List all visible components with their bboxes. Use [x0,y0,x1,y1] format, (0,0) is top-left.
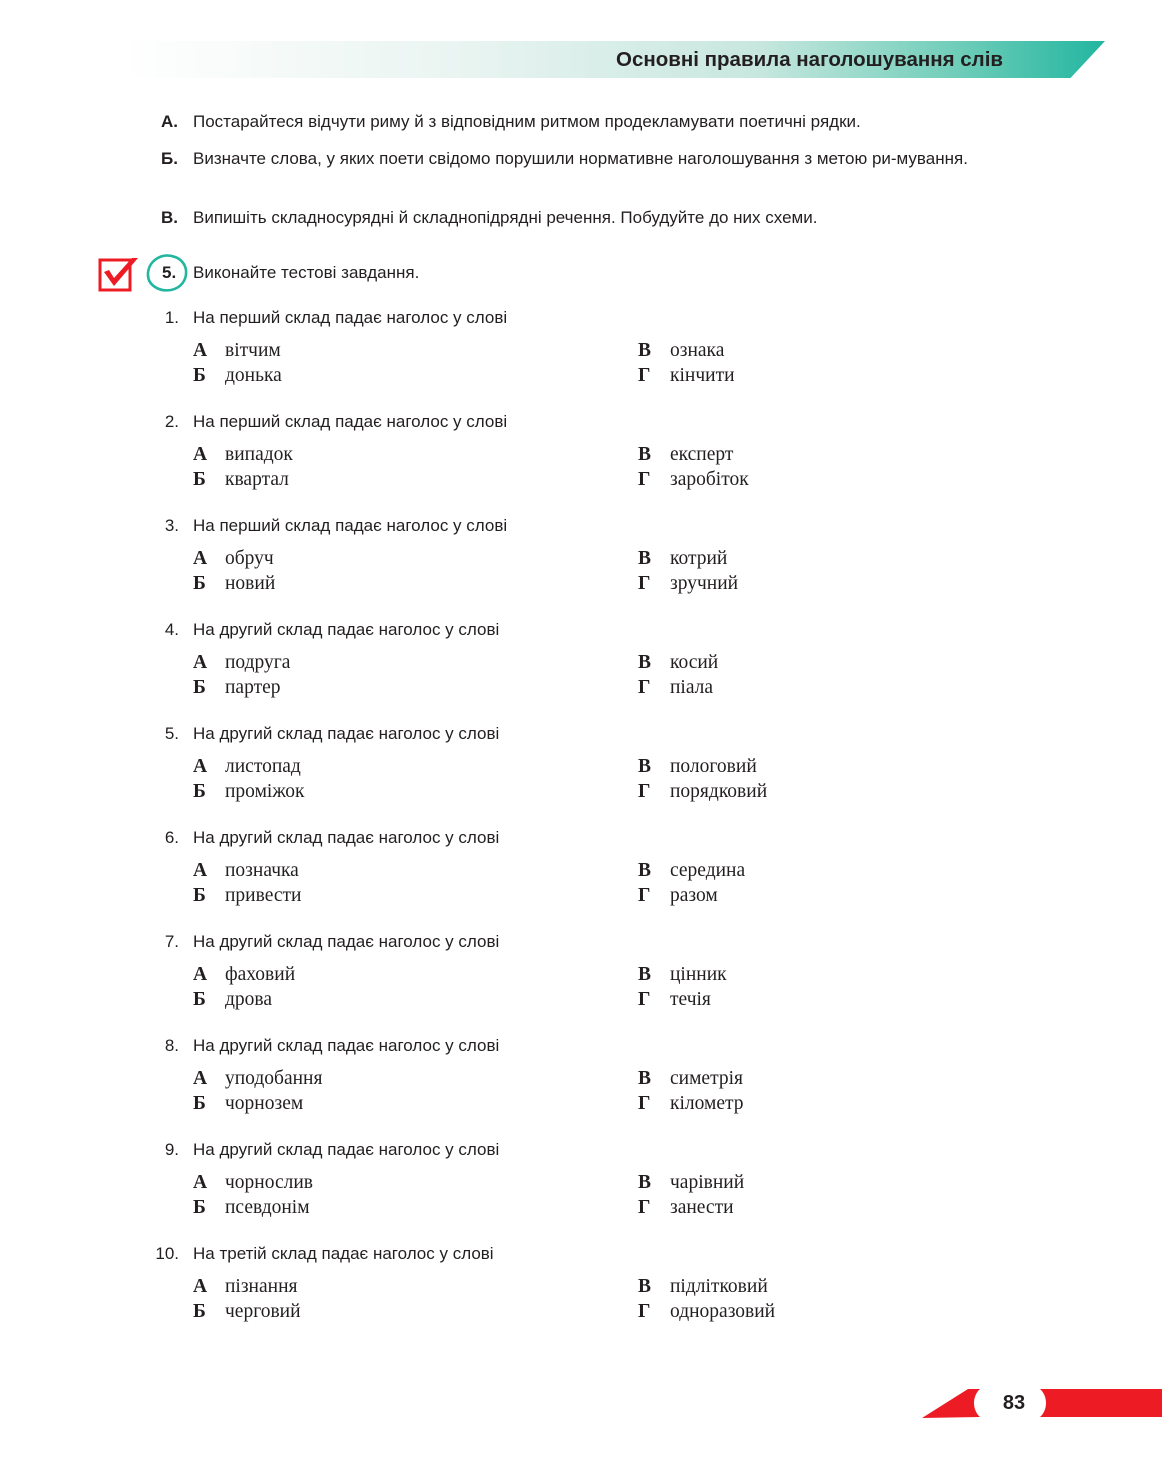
option-letter: Г [638,469,651,490]
question-number: 10. [155,1244,179,1263]
option-letter: В [638,548,652,569]
question-number: 9. [164,1140,179,1159]
option-word: експерт [670,444,734,465]
option-word: чарівний [670,1172,745,1193]
option-letter: Г [638,989,651,1010]
option-word: вітчим [225,340,281,361]
option-word: псевдонім [225,1197,310,1218]
question-number: 7. [164,932,179,951]
option-letter: А [193,1172,208,1193]
option-letter: Б [193,1197,206,1218]
question-text: На третій склад падає наголос у слові [193,1244,494,1263]
option-letter: А [193,1068,208,1089]
option-letter: В [638,860,652,881]
option-word: кілометр [670,1093,744,1114]
option-word: зручний [670,573,739,594]
option-c [638,338,724,363]
question-number: 8. [164,1036,179,1055]
option-word: котрий [670,548,728,569]
option-d [638,363,735,388]
option-b [193,883,301,908]
question-4 [140,618,1040,718]
question-number: 5. [164,724,179,743]
option-letter: А [193,756,208,777]
option-b [193,363,282,388]
option-letter: Г [638,365,651,386]
option-word: ознака [670,340,725,361]
option-a [193,1274,298,1299]
question-text: На перший склад падає наголос у слові [193,308,508,327]
option-a [193,546,274,571]
option-letter: Г [638,885,651,906]
option-letter: А [193,964,208,985]
option-a [193,858,299,883]
option-letter: А [193,1276,208,1297]
option-d [638,883,718,908]
question-text: На другий склад падає наголос у слові [193,1036,500,1055]
task-text: Постарайтеся відчути риму й з відповідним ритмом продекламувати поетичні рядки. [193,112,861,131]
option-letter: В [638,756,652,777]
page-number: 83 [1002,1392,1026,1414]
question-number: 2. [164,412,179,431]
option-letter: В [638,444,652,465]
exercise-number: 5. [162,263,177,282]
option-word: фаховий [225,964,296,985]
question-number: 3. [164,516,179,535]
question-number: 1. [164,308,179,327]
option-letter: А [193,548,208,569]
option-letter: Б [193,885,206,906]
option-b [193,987,272,1012]
task-letter: В. [161,208,178,227]
option-word: пізнання [225,1276,298,1297]
option-b [193,1091,303,1116]
question-2 [140,410,1040,510]
option-word: донька [225,365,282,386]
option-letter: Б [193,677,206,698]
task-text: Випишіть складносурядні й складнопідрядні речення. Побудуйте до них схеми. [193,208,818,227]
option-b [193,1195,310,1220]
option-word: випадок [225,444,293,465]
option-letter: Г [638,1301,651,1322]
question-text: На другий склад падає наголос у слові [193,932,500,951]
option-a [193,962,295,987]
option-d [638,987,711,1012]
question-3 [140,514,1040,614]
option-letter: А [193,340,208,361]
option-word: середина [670,860,746,881]
option-word: дрова [225,989,273,1010]
task-item-c [161,206,1011,230]
option-a [193,1170,313,1195]
option-word: пологовий [670,756,757,777]
option-letter: А [193,860,208,881]
option-letter: В [638,1276,652,1297]
option-word: листопад [225,756,301,777]
question-text: На другий склад падає наголос у слові [193,1140,500,1159]
option-c [638,1274,768,1299]
option-letter: В [638,1068,652,1089]
task-text: Визначте слова, у яких поети свідомо порушили нормативне наголошування з метою ри-мування. [193,149,968,168]
task-item-b [161,147,1011,171]
option-letter: Б [193,365,206,386]
option-word: привести [225,885,302,906]
option-b [193,779,305,804]
option-a [193,1066,322,1091]
option-word: разом [670,885,718,906]
option-word: проміжок [225,781,305,802]
question-7 [140,930,1040,1030]
option-word: одноразовий [670,1301,776,1322]
option-d [638,1195,734,1220]
option-letter: Г [638,1093,651,1114]
option-word: новий [225,573,276,594]
option-c [638,754,757,779]
option-c [638,650,718,675]
option-letter: Б [193,1093,206,1114]
task-letter: Б. [161,149,178,168]
question-number: 4. [164,620,179,639]
question-6 [140,826,1040,926]
option-d [638,467,749,492]
question-number: 6. [164,828,179,847]
option-word: чорнозем [225,1093,304,1114]
option-a [193,442,293,467]
option-word: кінчити [670,365,735,386]
option-word: порядковий [670,781,768,802]
option-word: косий [670,652,719,673]
option-letter: В [638,652,652,673]
question-10 [140,1242,1040,1342]
option-letter: Г [638,781,651,802]
option-word: піала [670,677,714,698]
question-text: На другий склад падає наголос у слові [193,724,500,743]
option-letter: А [193,652,208,673]
option-c [638,1066,743,1091]
option-letter: А [193,444,208,465]
question-text: На перший склад падає наголос у слові [193,412,508,431]
option-word: занести [670,1197,734,1218]
option-letter: Б [193,573,206,594]
option-d [638,1299,775,1324]
option-word: симетрія [670,1068,743,1089]
option-b [193,571,275,596]
option-b [193,1299,301,1324]
option-letter: Б [193,469,206,490]
task-letter: А. [161,112,178,131]
option-word: чорнослив [225,1172,314,1193]
option-c [638,858,745,883]
option-letter: Б [193,1301,206,1322]
option-word: подруга [225,652,291,673]
page-title: Основні правила наголошування слів [616,48,1003,71]
option-word: підлітковий [670,1276,768,1297]
option-letter: В [638,964,652,985]
question-5 [140,722,1040,822]
option-word: течія [670,989,711,1010]
exercise-title: Виконайте тестові завдання. [193,263,420,282]
option-c [638,546,727,571]
option-d [638,571,738,596]
option-word: квартал [225,469,289,490]
task-item-a [161,110,1011,134]
option-a [193,338,281,363]
option-word: цінник [670,964,727,985]
option-b [193,467,289,492]
option-d [638,1091,744,1116]
checkmark-icon [98,256,140,294]
option-c [638,442,733,467]
option-letter: Г [638,573,651,594]
option-word: заробіток [670,469,749,490]
question-text: На другий склад падає наголос у слові [193,828,500,847]
option-word: черговий [225,1301,301,1322]
option-a [193,754,301,779]
option-c [638,1170,744,1195]
question-9 [140,1138,1040,1238]
option-letter: Г [638,677,651,698]
question-text: На другий склад падає наголос у слові [193,620,500,639]
option-word: позначка [225,860,299,881]
option-c [638,962,727,987]
question-1 [140,306,1040,406]
option-letter: Б [193,989,206,1010]
option-d [638,675,713,700]
option-letter: Г [638,1197,651,1218]
question-text: На перший склад падає наголос у слові [193,516,508,535]
option-d [638,779,767,804]
option-word: партер [225,677,281,698]
option-letter: В [638,340,652,361]
option-letter: Б [193,781,206,802]
footer-bar [922,1388,1162,1418]
option-a [193,650,290,675]
option-letter: В [638,1172,652,1193]
question-8 [140,1034,1040,1134]
option-word: обруч [225,548,274,569]
option-word: уподобання [225,1068,323,1089]
option-b [193,675,281,700]
